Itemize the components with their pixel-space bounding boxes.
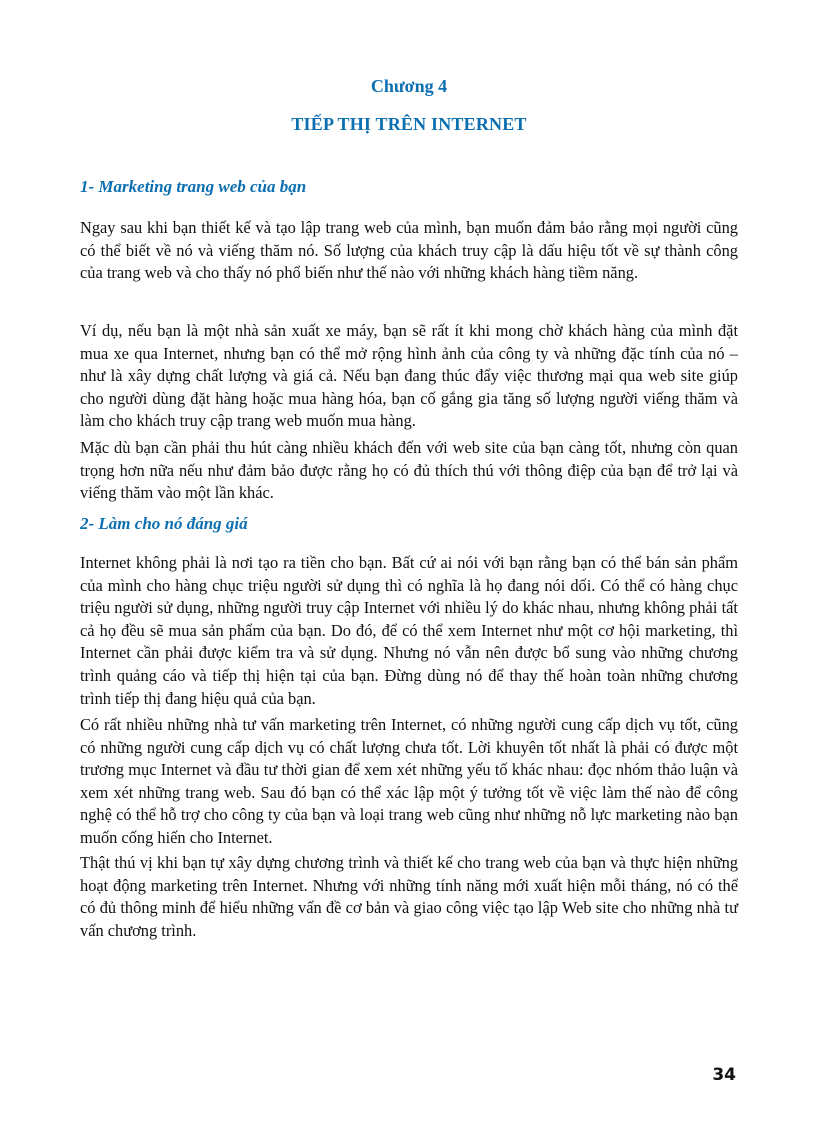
paragraph-1-1: Ngay sau khi bạn thiết kế và tạo lập trang web của mình, bạn muốn đảm bảo rằng mọi người cũng có thể biết về nó và viếng thăm nó. Số lượng của khách truy cập là dấu hiệu tốt về sự thành công của trang web và cho thấy nó phổ biến như thế nào với những khách hàng tiềm năng. bbox=[80, 218, 738, 283]
paragraph-1-2: Ví dụ, nếu bạn là một nhà sản xuất xe máy, bạn sẽ rất ít khi mong chờ khách hàng của mình đặt mua xe qua Internet, nhưng bạn có thể mở rộng hình ảnh của công ty và những đặc tính của nó – như là xây dựng chất lượng và giá cả. Nếu bạn đang thúc đẩy việc thương mại qua web site giúp cho người dùng đặt hàng hoặc mua hàng hóa, bạn cố gắng gia tăng số lượng người viếng thăm và làm cho khách truy cập trang web muốn mua hàng. bbox=[80, 321, 738, 431]
chapter-label: Chương 4 bbox=[370, 76, 448, 96]
paragraph-2-3: Thật thú vị khi bạn tự xây dựng chương trình và thiết kế cho trang web của bạn và thực hiện những hoạt động marketing trên Internet. Nhưng với những tính năng mới xuất hiện mỗi tháng, nó có thể có đủ thông minh để hiểu những vấn đề cơ bản và giao công việc tạo lập Web site cho những nhà tư vấn chương trình. bbox=[80, 853, 738, 940]
paragraph-1-3: Mặc dù bạn cần phải thu hút càng nhiều khách đến với web site của bạn càng tốt, nhưng còn quan trọng hơn nữa nếu như đảm bảo được rằng họ có đủ thích thú với thông điệp của bạn để trở lại và viếng thăm vào một lần khác. bbox=[80, 438, 738, 503]
paragraph-2-1: Internet không phải là nơi tạo ra tiền cho bạn. Bất cứ ai nói với bạn rằng bạn có thể bán sản phẩm của mình cho hàng chục triệu người sử dụng thì có nghĩa là họ đang nói dối. Có thể có hàng chục triệu người sử dụng, những người truy cập Internet với nhiều lý do khác nhau, nhưng không phải tất cả họ đều sẽ mua sản phẩm của bạn. Do đó, để có thể xem Internet như một cơ hội marketing, thì Internet cần phải được kiểm tra và sử dụng. Nhưng nó vẫn nên được bổ sung vào những chương trình quảng cáo và tiếp thị hiện tại của bạn. Đừng dùng nó để thay thế hoàn toàn những chương trình tiếp thị đang hiệu quả của bạn. bbox=[80, 553, 738, 708]
section-heading-2: 2- Làm cho nó đáng giá bbox=[80, 514, 248, 533]
document-page bbox=[80, 0, 738, 1123]
chapter-title: TIẾP THỊ TRÊN INTERNET bbox=[291, 114, 527, 134]
page-number: 34 bbox=[712, 1065, 736, 1085]
paragraph-2-2: Có rất nhiều những nhà tư vấn marketing trên Internet, có những người cung cấp dịch vụ tốt, cũng có những người cung cấp dịch vụ có chất lượng chưa tốt. Lời khuyên tốt nhất là phải có được một trương mục Internet và đầu tư thời gian để xem xét những yếu tố khác nhau: đọc nhóm thảo luận và xem xét những trang web. Sau đó bạn có thể xác lập một ý tưởng tốt về việc làm thế nào để công nghệ có thể hỗ trợ cho công ty của bạn và loại trang web cũng như những nỗ lực marketing nào bạn muốn cống hiến cho Internet. bbox=[80, 715, 738, 847]
section-heading-1: 1- Marketing trang web của bạn bbox=[80, 177, 307, 196]
